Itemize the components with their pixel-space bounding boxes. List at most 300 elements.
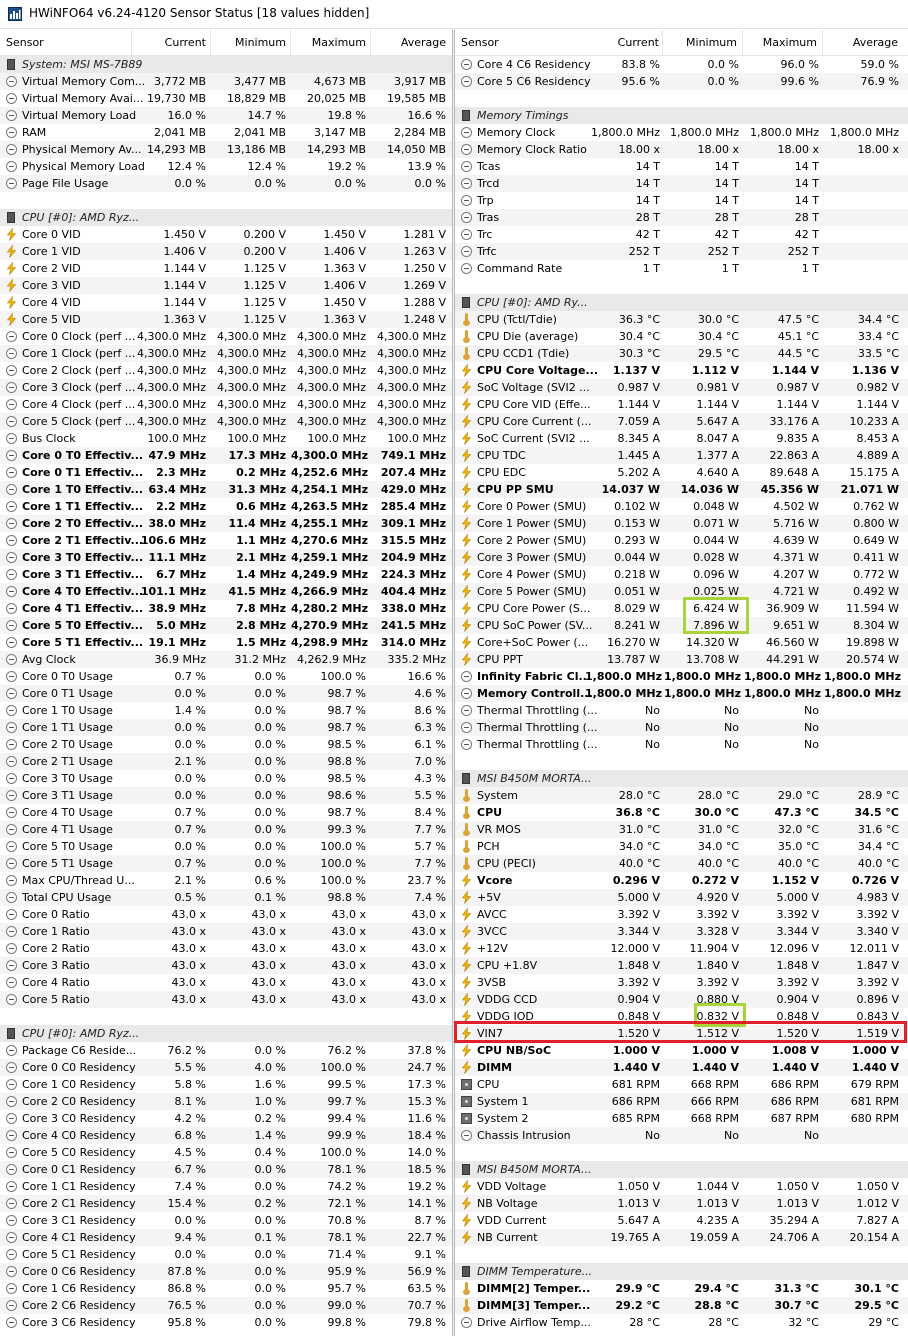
fan-icon xyxy=(460,1078,473,1091)
minimum-value: 30.0 °C xyxy=(694,806,739,819)
minimum-value: 19.059 A xyxy=(689,1231,739,1244)
sensor-row[interactable] xyxy=(455,226,908,243)
minimum-value: 0.044 W xyxy=(693,534,739,547)
sensor-gauge-icon xyxy=(460,721,473,734)
sensor-gauge-icon xyxy=(460,670,473,683)
sensor-group-header[interactable] xyxy=(455,770,908,787)
sensor-name: Core 0 C0 Residency xyxy=(22,1061,136,1074)
maximum-value: 3.392 V xyxy=(776,908,819,921)
sensor-row[interactable] xyxy=(0,1127,452,1144)
maximum-value: 5.716 W xyxy=(773,517,819,530)
sensor-row[interactable] xyxy=(455,56,908,73)
minimum-value: 0.272 V xyxy=(691,874,739,887)
sensor-row[interactable] xyxy=(0,447,452,464)
sensor-name: Core 1 T1 Usage xyxy=(22,721,113,734)
sensor-row[interactable] xyxy=(0,464,452,481)
thermometer-icon xyxy=(460,330,473,343)
sensor-row[interactable] xyxy=(0,158,452,175)
fan-icon xyxy=(460,1112,473,1125)
average-value: 1.250 V xyxy=(403,262,446,275)
sensor-row[interactable] xyxy=(455,838,908,855)
sensor-row[interactable] xyxy=(0,498,452,515)
sensor-row[interactable] xyxy=(455,736,908,753)
maximum-value: 1.440 V xyxy=(771,1061,819,1074)
sensor-row[interactable] xyxy=(0,175,452,192)
current-value: 3.344 V xyxy=(617,925,660,938)
current-value: 8.345 A xyxy=(617,432,660,445)
sensor-row[interactable] xyxy=(0,804,452,821)
sensor-row[interactable] xyxy=(0,1161,452,1178)
maximum-value: 33.176 A xyxy=(769,415,819,428)
header-sensor[interactable]: Sensor xyxy=(461,36,499,49)
minimum-value: 13,186 MB xyxy=(226,143,286,156)
sensor-row[interactable] xyxy=(0,855,452,872)
sensor-row[interactable] xyxy=(455,889,908,906)
sensor-row[interactable] xyxy=(0,685,452,702)
average-value: 19.898 W xyxy=(846,636,899,649)
sensor-row[interactable] xyxy=(455,260,908,277)
current-value: 5.647 A xyxy=(617,1214,660,1227)
sensor-row[interactable] xyxy=(0,260,452,277)
maximum-value: 4,300.0 MHz xyxy=(291,449,369,462)
voltage-bolt-icon xyxy=(5,296,18,309)
sensor-name: CPU NB/SoC xyxy=(477,1044,552,1057)
average-value: 22.7 % xyxy=(407,1231,446,1244)
voltage-bolt-icon xyxy=(460,432,473,445)
header-minimum[interactable]: Minimum xyxy=(235,36,286,49)
sensor-row[interactable] xyxy=(455,515,908,532)
sensor-row[interactable] xyxy=(0,702,452,719)
sensor-row[interactable] xyxy=(0,923,452,940)
average-value: 8.4 % xyxy=(414,806,446,819)
sensor-row[interactable] xyxy=(455,634,908,651)
sensor-row[interactable] xyxy=(455,855,908,872)
maximum-value: 4,673 MB xyxy=(313,75,366,88)
chip-icon xyxy=(460,1163,473,1176)
sensor-row[interactable] xyxy=(455,345,908,362)
minimum-value: 3.392 V xyxy=(696,976,739,989)
sensor-row[interactable] xyxy=(0,549,452,566)
sensor-row[interactable] xyxy=(455,175,908,192)
sensor-row[interactable] xyxy=(0,906,452,923)
sensor-row[interactable] xyxy=(0,1195,452,1212)
average-value: 19.2 % xyxy=(407,1180,446,1193)
thermometer-icon xyxy=(460,806,473,819)
maximum-value: 100.0 % xyxy=(320,670,366,683)
average-value: 29.5 °C xyxy=(854,1299,899,1312)
sensor-row[interactable] xyxy=(0,430,452,447)
sensor-name: CPU xyxy=(477,1078,500,1091)
sensor-group-header[interactable] xyxy=(455,107,908,124)
sensor-name: CPU PP SMU xyxy=(477,483,554,496)
thermometer-icon xyxy=(460,823,473,836)
sensor-row[interactable] xyxy=(455,566,908,583)
average-value: 0.726 V xyxy=(851,874,899,887)
average-value: 7.7 % xyxy=(414,823,446,836)
sensor-row[interactable] xyxy=(455,1314,908,1331)
minimum-value: 1.125 V xyxy=(243,313,286,326)
sensor-row[interactable] xyxy=(455,141,908,158)
sensor-row[interactable] xyxy=(455,1280,908,1297)
sensor-row[interactable] xyxy=(0,277,452,294)
current-value: 16.270 W xyxy=(607,636,660,649)
minimum-value: 0.0 % xyxy=(707,58,739,71)
thermometer-icon xyxy=(460,857,473,870)
sensor-row[interactable] xyxy=(455,617,908,634)
sensor-name: CPU Core Power (S... xyxy=(477,602,591,615)
sensor-row[interactable] xyxy=(455,379,908,396)
sensor-row[interactable] xyxy=(0,668,452,685)
maximum-value: 1.450 V xyxy=(323,296,366,309)
sensor-group-header[interactable] xyxy=(0,209,452,226)
sensor-row[interactable] xyxy=(455,600,908,617)
sensor-row[interactable] xyxy=(455,1229,908,1246)
sensor-row[interactable] xyxy=(0,651,452,668)
maximum-value: 4.721 W xyxy=(773,585,819,598)
average-value: 1.012 V xyxy=(856,1197,899,1210)
current-value: 19.765 A xyxy=(610,1231,660,1244)
sensor-name: Core+SoC Power (... xyxy=(477,636,589,649)
header-average[interactable]: Average xyxy=(400,36,446,49)
sensor-row[interactable] xyxy=(455,651,908,668)
maximum-value: 98.5 % xyxy=(327,772,366,785)
sensor-row[interactable] xyxy=(455,464,908,481)
sensor-row[interactable] xyxy=(455,804,908,821)
sensor-group-header[interactable] xyxy=(455,1263,908,1280)
sensor-name: Core 5 T1 Effectiv... xyxy=(22,636,144,649)
sensor-row[interactable] xyxy=(455,209,908,226)
current-value: 14 T xyxy=(635,160,660,173)
sensor-row[interactable] xyxy=(455,1127,908,1144)
sensor-row[interactable] xyxy=(0,991,452,1008)
average-value: 11.594 W xyxy=(846,602,899,615)
sensor-row[interactable] xyxy=(455,702,908,719)
current-value: 0.0 % xyxy=(174,772,206,785)
sensor-row[interactable] xyxy=(455,243,908,260)
average-value: 11.6 % xyxy=(407,1112,446,1125)
sensor-name: Drive Airflow Temp... xyxy=(477,1316,591,1329)
sensor-row[interactable] xyxy=(455,1059,908,1076)
current-value: 4,300.0 MHz xyxy=(136,415,206,428)
average-value: 28.9 °C xyxy=(857,789,899,802)
minimum-value: 0.0 % xyxy=(254,1214,286,1227)
sensor-row[interactable] xyxy=(0,736,452,753)
current-value: 43.0 x xyxy=(171,908,206,921)
voltage-bolt-icon xyxy=(460,500,473,513)
sensor-row[interactable] xyxy=(0,90,452,107)
current-value: 86.8 % xyxy=(167,1282,206,1295)
current-value: 0.0 % xyxy=(174,1214,206,1227)
maximum-value: 35.294 A xyxy=(769,1214,819,1227)
sensor-row[interactable] xyxy=(0,1178,452,1195)
sensor-row[interactable] xyxy=(0,600,452,617)
sensor-row[interactable] xyxy=(455,787,908,804)
sensor-row[interactable] xyxy=(0,1042,452,1059)
header-current[interactable]: Current xyxy=(164,36,206,49)
average-value: 5.5 % xyxy=(414,789,446,802)
maximum-value: 43.0 x xyxy=(331,908,366,921)
current-value: 686 RPM xyxy=(611,1095,660,1108)
voltage-bolt-icon xyxy=(460,551,473,564)
current-value: 8.1 % xyxy=(174,1095,206,1108)
sensor-row[interactable] xyxy=(0,957,452,974)
sensor-row[interactable] xyxy=(455,957,908,974)
sensor-row[interactable] xyxy=(0,1093,452,1110)
sensor-row[interactable] xyxy=(455,158,908,175)
current-value: 0.5 % xyxy=(174,891,206,904)
sensor-name: VDD Voltage xyxy=(477,1180,547,1193)
group-name: MSI B450M MORTA... xyxy=(477,772,592,785)
header-average[interactable]: Average xyxy=(852,36,898,49)
sensor-row[interactable] xyxy=(0,311,452,328)
chip-icon xyxy=(460,296,473,309)
average-value: 0.411 W xyxy=(853,551,899,564)
minimum-value: 11.4 MHz xyxy=(228,517,286,530)
sensor-row[interactable] xyxy=(0,1314,452,1331)
average-value: 13.9 % xyxy=(407,160,446,173)
sensor-row[interactable] xyxy=(455,668,908,685)
sensor-row[interactable] xyxy=(0,838,452,855)
current-value: 0.044 W xyxy=(614,551,660,564)
sensor-name: Core 0 VID xyxy=(22,228,81,241)
sensor-row[interactable] xyxy=(0,583,452,600)
maximum-value: 22.863 A xyxy=(769,449,819,462)
minimum-value: 1.377 A xyxy=(696,449,739,462)
sensor-row[interactable] xyxy=(0,226,452,243)
sensor-name: Core 4 C0 Residency xyxy=(22,1129,136,1142)
sensor-row[interactable] xyxy=(455,362,908,379)
maximum-value: 43.0 x xyxy=(331,925,366,938)
sensor-row[interactable] xyxy=(455,1178,908,1195)
sensor-row[interactable] xyxy=(0,1144,452,1161)
sensor-row[interactable] xyxy=(0,1229,452,1246)
maximum-value: 0.987 V xyxy=(776,381,819,394)
minimum-value: 0.200 V xyxy=(243,228,286,241)
header-current[interactable]: Current xyxy=(617,36,659,49)
sensor-row[interactable] xyxy=(0,872,452,889)
sensor-gauge-icon xyxy=(5,653,18,666)
header-maximum[interactable]: Maximum xyxy=(311,36,366,49)
sensor-row[interactable] xyxy=(455,685,908,702)
sensor-row[interactable] xyxy=(0,124,452,141)
sensor-row[interactable] xyxy=(0,787,452,804)
sensor-row[interactable] xyxy=(0,294,452,311)
sensor-name: Core 2 T0 Usage xyxy=(22,738,113,751)
current-value: 0.0 % xyxy=(174,721,206,734)
minimum-value: 34.0 °C xyxy=(697,840,739,853)
sensor-row[interactable] xyxy=(455,1076,908,1093)
sensor-row[interactable] xyxy=(455,1042,908,1059)
sensor-gauge-icon xyxy=(5,109,18,122)
sensor-row[interactable] xyxy=(0,515,452,532)
maximum-value: 9.835 A xyxy=(776,432,819,445)
sensor-row[interactable] xyxy=(455,328,908,345)
sensor-row[interactable] xyxy=(455,549,908,566)
sensor-row[interactable] xyxy=(0,1297,452,1314)
header-sensor[interactable]: Sensor xyxy=(6,36,44,49)
maximum-value: 47.5 °C xyxy=(777,313,819,326)
sensor-row[interactable] xyxy=(0,617,452,634)
sensor-row[interactable] xyxy=(0,940,452,957)
sensor-name: 3VSB xyxy=(477,976,507,989)
sensor-row[interactable] xyxy=(0,1110,452,1127)
sensor-name: Vcore xyxy=(477,874,513,887)
sensor-row[interactable] xyxy=(0,1246,452,1263)
voltage-bolt-icon xyxy=(460,381,473,394)
sensor-row[interactable] xyxy=(455,532,908,549)
average-value: 314.0 MHz xyxy=(380,636,446,649)
average-value: 20.574 W xyxy=(846,653,899,666)
sensor-row[interactable] xyxy=(455,583,908,600)
sensor-row[interactable] xyxy=(455,991,908,1008)
maximum-value: 43.0 x xyxy=(331,942,366,955)
sensor-row[interactable] xyxy=(455,940,908,957)
minimum-value: 0.0 % xyxy=(254,1282,286,1295)
current-value: 63.4 MHz xyxy=(148,483,206,496)
sensor-row[interactable] xyxy=(455,923,908,940)
sensor-row[interactable] xyxy=(455,498,908,515)
thermometer-icon xyxy=(460,789,473,802)
sensor-row[interactable] xyxy=(0,566,452,583)
sensor-row[interactable] xyxy=(455,1008,908,1025)
sensor-row[interactable] xyxy=(455,1212,908,1229)
voltage-bolt-icon xyxy=(5,228,18,241)
sensor-row[interactable] xyxy=(0,1059,452,1076)
sensor-row[interactable] xyxy=(455,1093,908,1110)
sensor-row[interactable] xyxy=(455,311,908,328)
sensor-group-header[interactable] xyxy=(0,56,452,73)
sensor-row[interactable] xyxy=(0,243,452,260)
maximum-value: 43.0 x xyxy=(331,993,366,1006)
minimum-value: 31.3 MHz xyxy=(228,483,286,496)
sensor-group-header[interactable] xyxy=(0,1025,452,1042)
minimum-value: 43.0 x xyxy=(251,959,286,972)
sensor-row[interactable] xyxy=(0,328,452,345)
minimum-value: 0.096 W xyxy=(693,568,739,581)
sensor-name: Core 4 T1 Effectiv... xyxy=(22,602,144,615)
maximum-value: 1.406 V xyxy=(323,245,366,258)
sensor-row[interactable] xyxy=(455,1110,908,1127)
maximum-value: 42 T xyxy=(794,228,819,241)
sensor-row[interactable] xyxy=(0,719,452,736)
sensor-name: VIN7 xyxy=(477,1027,503,1040)
sensor-name: Core 5 T0 Effectiv... xyxy=(22,619,144,632)
average-value: 207.4 MHz xyxy=(380,466,446,479)
left-sensor-pane[interactable] xyxy=(0,30,452,1336)
minimum-value: 0.0 % xyxy=(254,823,286,836)
average-value: 1.440 V xyxy=(851,1061,899,1074)
sensor-row[interactable] xyxy=(455,906,908,923)
right-sensor-pane[interactable] xyxy=(455,30,908,1336)
sensor-row[interactable] xyxy=(0,821,452,838)
current-value: 0.296 V xyxy=(612,874,660,887)
sensor-row[interactable] xyxy=(0,413,452,430)
sensor-row[interactable] xyxy=(0,974,452,991)
sensor-row[interactable] xyxy=(455,872,908,889)
sensor-row[interactable] xyxy=(0,753,452,770)
current-value: 252 T xyxy=(628,245,660,258)
voltage-bolt-icon xyxy=(460,993,473,1006)
sensor-row[interactable] xyxy=(455,396,908,413)
sensor-row[interactable] xyxy=(0,634,452,651)
sensor-row[interactable] xyxy=(455,1195,908,1212)
sensor-gauge-icon xyxy=(460,177,473,190)
sensor-row[interactable] xyxy=(455,481,908,498)
maximum-value: 99.6 % xyxy=(780,75,819,88)
maximum-value: 3,147 MB xyxy=(313,126,366,139)
sensor-row[interactable] xyxy=(0,532,452,549)
sensor-name: +12V xyxy=(477,942,508,955)
current-value: 1.144 V xyxy=(617,398,660,411)
sensor-name: Core 1 VID xyxy=(22,245,81,258)
sensor-row[interactable] xyxy=(455,1297,908,1314)
sensor-row[interactable] xyxy=(455,821,908,838)
current-value: 18.00 x xyxy=(618,143,660,156)
sensor-gauge-icon xyxy=(5,1299,18,1312)
average-value: 3.340 V xyxy=(856,925,899,938)
sensor-row[interactable] xyxy=(455,430,908,447)
sensor-row[interactable] xyxy=(0,1280,452,1297)
sensor-row[interactable] xyxy=(455,413,908,430)
sensor-row[interactable] xyxy=(0,141,452,158)
average-value: 56.9 % xyxy=(407,1265,446,1278)
sensor-row[interactable] xyxy=(0,1212,452,1229)
sensor-row[interactable] xyxy=(455,447,908,464)
maximum-value: 24.706 A xyxy=(769,1231,819,1244)
average-value: 15.175 A xyxy=(849,466,899,479)
sensor-row[interactable] xyxy=(0,379,452,396)
sensor-row[interactable] xyxy=(0,889,452,906)
current-value: 3.392 V xyxy=(617,976,660,989)
sensor-row[interactable] xyxy=(0,362,452,379)
current-value: 7.059 A xyxy=(617,415,660,428)
maximum-value: 100.0 % xyxy=(320,840,366,853)
chip-icon xyxy=(460,772,473,785)
average-value: 309.1 MHz xyxy=(380,517,446,530)
sensor-name: Chassis Intrusion xyxy=(477,1129,571,1142)
sensor-row[interactable] xyxy=(0,1076,452,1093)
sensor-group-header[interactable] xyxy=(455,294,908,311)
sensor-row[interactable] xyxy=(0,770,452,787)
maximum-value: 4,254.1 MHz xyxy=(291,483,369,496)
minimum-value: 0.0 % xyxy=(254,670,286,683)
sensor-row[interactable] xyxy=(0,396,452,413)
minimum-value: 0.071 W xyxy=(693,517,739,530)
minimum-value: 29.5 °C xyxy=(697,347,739,360)
sensor-row[interactable] xyxy=(0,345,452,362)
maximum-value: 19.2 % xyxy=(327,160,366,173)
sensor-row[interactable] xyxy=(455,124,908,141)
sensor-row[interactable] xyxy=(455,1025,908,1042)
sensor-row[interactable] xyxy=(455,719,908,736)
sensor-row[interactable] xyxy=(455,192,908,209)
voltage-bolt-icon xyxy=(460,619,473,632)
maximum-value: 28 T xyxy=(794,211,819,224)
sensor-row[interactable] xyxy=(0,481,452,498)
sensor-name: Core 1 C0 Residency xyxy=(22,1078,136,1091)
sensor-row[interactable] xyxy=(0,107,452,124)
current-value: 5.8 % xyxy=(174,1078,206,1091)
sensor-name: Core 4 Ratio xyxy=(22,976,90,989)
sensor-row[interactable] xyxy=(0,73,452,90)
header-maximum[interactable]: Maximum xyxy=(762,36,817,49)
sensor-row[interactable] xyxy=(455,974,908,991)
average-value: 6.1 % xyxy=(414,738,446,751)
header-minimum[interactable]: Minimum xyxy=(686,36,737,49)
sensor-row[interactable] xyxy=(455,73,908,90)
sensor-row[interactable] xyxy=(0,1263,452,1280)
sensor-group-header[interactable] xyxy=(455,1161,908,1178)
